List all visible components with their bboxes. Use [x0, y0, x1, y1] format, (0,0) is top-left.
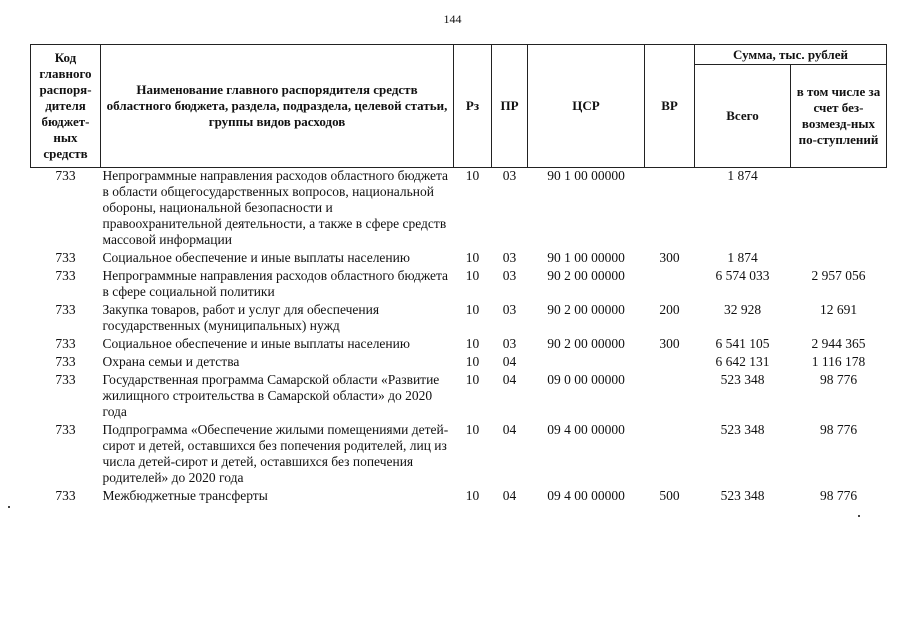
cell-rz: 10 [465, 168, 480, 183]
cell-code: 733 [55, 268, 76, 283]
cell-total: 1 874 [727, 168, 758, 183]
cell-total: 6 574 033 [715, 268, 770, 283]
scan-dot [858, 515, 860, 517]
cell-total: 6 642 131 [715, 354, 770, 369]
cell-grants: 12 691 [819, 302, 858, 317]
cell-csr: 90 1 00 00000 [547, 250, 625, 265]
cell-code: 733 [55, 422, 76, 437]
cell-grants: 2 957 056 [811, 268, 866, 283]
cell-pr: 04 [502, 354, 517, 369]
cell-rz: 10 [465, 302, 480, 317]
table-row [31, 168, 887, 251]
cell-pr: 04 [502, 488, 517, 503]
cell-csr: 90 2 00 00000 [547, 336, 625, 351]
cell-pr: 03 [502, 250, 517, 265]
table-row [31, 422, 887, 488]
page-number: 144 [443, 12, 462, 26]
header-csr: ЦСР [528, 45, 645, 168]
cell-grants: 98 776 [819, 372, 858, 387]
header-name: Наименование главного распорядителя средств областного бюджета, раздела, подраздела, целевой статьи, группы видов расходов [101, 45, 454, 168]
cell-csr [528, 354, 645, 372]
cell-grants: 1 116 178 [811, 354, 866, 369]
cell-vr [645, 268, 695, 302]
header-pr: ПР [492, 45, 528, 168]
cell-name: Закупка товаров, работ и услуг для обеспечения государственных (муниципальных) нужд [102, 302, 380, 333]
budget-table [30, 44, 887, 506]
cell-vr: 300 [659, 250, 680, 265]
cell-vr: 200 [659, 302, 680, 317]
cell-pr: 03 [502, 336, 517, 351]
cell-rz: 10 [465, 372, 480, 387]
header-row-top [31, 45, 887, 65]
cell-rz: 10 [465, 422, 480, 437]
cell-pr: 03 [502, 168, 517, 183]
cell-total: 1 874 [727, 250, 758, 265]
cell-name: Социальное обеспечение и иные выплаты населению [102, 250, 410, 265]
table-row [31, 268, 887, 302]
header-code: Код главного распоря-дителя бюджет-ных средств [31, 45, 101, 168]
cell-code: 733 [55, 168, 76, 183]
cell-vr: 300 [659, 336, 680, 351]
cell-grants: 2 944 365 [811, 336, 866, 351]
cell-csr: 90 2 00 00000 [547, 268, 625, 283]
cell-code: 733 [55, 250, 76, 265]
cell-total: 523 348 [720, 488, 765, 503]
cell-name: Охрана семьи и детства [102, 354, 240, 369]
cell-name: Государственная программа Самарской области «Развитие жилищного строительства в Самарской области» до 2020 года [102, 372, 440, 419]
cell-pr: 03 [502, 268, 517, 283]
cell-vr [645, 354, 695, 372]
header-vr: ВР [645, 45, 695, 168]
cell-csr: 90 2 00 00000 [547, 302, 625, 317]
header-sum-group: Сумма, тыс. рублей [695, 45, 887, 65]
cell-vr [645, 422, 695, 488]
header-total: Всего [695, 65, 791, 168]
cell-rz: 10 [465, 488, 480, 503]
cell-total: 6 541 105 [715, 336, 770, 351]
cell-csr: 09 0 00 00000 [547, 372, 625, 387]
cell-rz: 10 [465, 250, 480, 265]
cell-grants: 98 776 [819, 488, 858, 503]
cell-code: 733 [55, 336, 76, 351]
cell-name: Межбюджетные трансферты [102, 488, 268, 503]
cell-code: 733 [55, 488, 76, 503]
cell-grants [791, 168, 887, 251]
cell-name: Социальное обеспечение и иные выплаты населению [102, 336, 410, 351]
cell-total: 523 348 [720, 372, 765, 387]
cell-rz: 10 [465, 336, 480, 351]
cell-csr: 09 4 00 00000 [547, 488, 625, 503]
table-row [31, 336, 887, 354]
header-grants: в том числе за счет без-возмезд-ных по-ступлений [791, 65, 887, 168]
cell-name: Непрограммные направления расходов областного бюджета в сфере социальной политики [102, 268, 449, 299]
cell-pr: 04 [502, 422, 517, 437]
cell-total: 32 928 [723, 302, 762, 317]
table-row [31, 302, 887, 336]
cell-code: 733 [55, 354, 76, 369]
table-row [31, 488, 887, 506]
cell-total: 523 348 [720, 422, 765, 437]
cell-rz: 10 [465, 354, 480, 369]
cell-csr: 09 4 00 00000 [547, 422, 625, 437]
cell-pr: 04 [502, 372, 517, 387]
cell-name: Непрограммные направления расходов областного бюджета в области общегосударственных вопросов, национальной обороны, национальной безопасности и правоохранительной деятельности, а также в сфере средств массовой информации [102, 168, 449, 247]
cell-rz: 10 [465, 268, 480, 283]
cell-code: 733 [55, 372, 76, 387]
cell-grants [791, 250, 887, 268]
table-body [31, 168, 887, 507]
cell-vr [645, 168, 695, 251]
table-row [31, 250, 887, 268]
table-row [31, 354, 887, 372]
cell-name: Подпрограмма «Обеспечение жилыми помещениями детей-сирот и детей, оставшихся без попечения родителей, лиц из числа детей-сирот и детей, оставшихся без попечения родителей» до 2020 года [102, 422, 449, 485]
header-rz: Рз [454, 45, 492, 168]
scan-dot [8, 506, 10, 508]
table-row [31, 372, 887, 422]
cell-vr [645, 372, 695, 422]
cell-vr: 500 [659, 488, 680, 503]
cell-pr: 03 [502, 302, 517, 317]
cell-code: 733 [55, 302, 76, 317]
cell-csr: 90 1 00 00000 [547, 168, 625, 183]
cell-grants: 98 776 [819, 422, 858, 437]
